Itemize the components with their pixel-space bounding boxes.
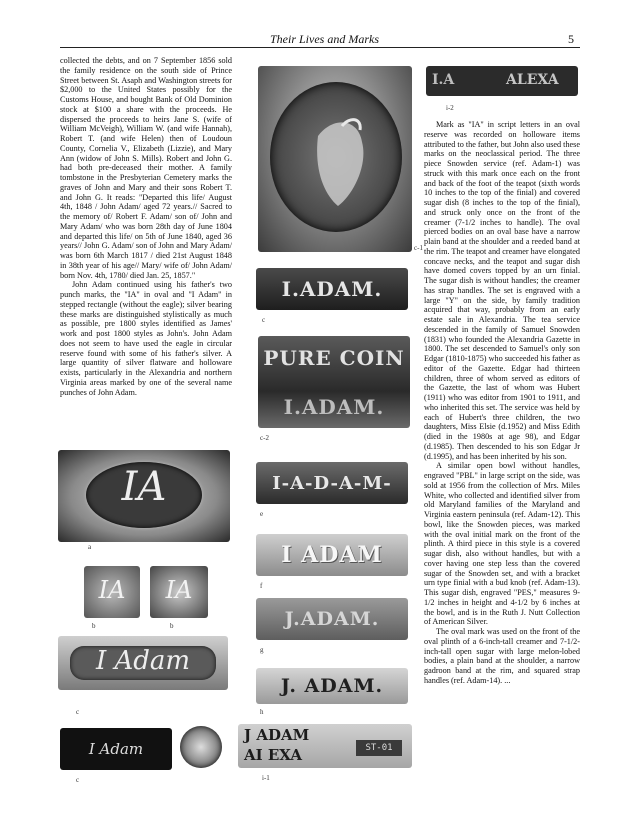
caption-h: h — [260, 708, 264, 716]
eagle-medallion-small — [180, 726, 222, 768]
caption-i-2: i-2 — [446, 104, 454, 112]
script-ia-mark: IA — [165, 576, 193, 604]
paragraph: A similar open bowl without handles, engraved "PBL" in large script on the side, was sold at 1956 from the collection of Mrs. Miles White, who collected and identified silver from old Maryland families of the Maryland and Virginia eastern peninsula (ref. Adam-12). This bowl, like the Snowden pieces, was marked with the oval initial mark on the front of the plinth. A third piece in this style is a covered sugar dish, also without handles, but with a cover having one step less than the covered sugar of the Snowden set, and with a bracket urn type finial with a bud knob (ref. Adam-13). This sugar dish, engraved "PES," measures 9-1/2 inches in height and 4-1/2 by 6 inches at the bowl, and is in the Ruth J. Nutt Collection of American Silver. — [424, 461, 580, 627]
caption-g: g — [260, 646, 264, 654]
caption-c-2: c-2 — [260, 434, 269, 442]
right-column-text — [424, 120, 580, 802]
script-ia-mark: IA — [98, 576, 126, 604]
j-adam-mark-photo — [256, 668, 408, 704]
paragraph: collected the debts, and on 7 September 1856 sold the family residence on the south side of Prince Street between St. Asaph and Washington streets for $2,000 to the United States possibly for the Customs House, and bought Bank of Old Dominion stock at $100 a share with the proceeds. He dispersed the proceeds to heirs Jane S. (wife of William McVeigh), William W. (and wife Hannah), Robert T. (and wife Helen) then of Loudoun County, Cornelia V., Elizabeth (Lizzie), and Mary Ann (widow of John S. Mills). Robert and John G. had both pre-deceased their mother. A family tombstone in the Presbyterian Cemetery marks the graves of John and Mary and their sons Robert T. and John G. It reads: "Departed this life/ August 4th, 1848 / John Adam/ aged 72 years.// Sacred to the memory of/ Robert F. Adam/ son of/ John and Mary Adam/ who was born 28th day of June 1804 and departed this life/ on 5th of June 1840, aged 36 years// John G. Adam/ son of John and Mary Adam/ was born 6th March 1817 / died 21st August 1848 in 38th year of his age// Mary/ wife of/ John Adam/ born Nov. 4th, 1780/ died Jan. 25, 1857." — [60, 56, 232, 280]
i-adam-mark-text: I.ADAM. — [281, 277, 383, 301]
script-i-adam-mark-photo — [58, 636, 228, 690]
caption-f: f — [260, 582, 263, 590]
caption-b: b — [170, 622, 174, 630]
script-i-adam-mark: I Adam — [95, 646, 191, 676]
script-ia-mark: IA — [121, 464, 167, 510]
j-adam-faded-mark-photo — [256, 598, 408, 640]
pure-coin-mark-photo — [258, 336, 410, 428]
small-script-i-adam-mark: I Adam — [88, 740, 144, 758]
caption-c: c — [262, 316, 266, 324]
j-adam-alexa-mark-photo — [238, 724, 412, 768]
left-column-text — [60, 56, 232, 418]
small-script-ia-mark-photo-1 — [84, 566, 140, 618]
i-adam-faded-mark: I.ADAM. — [283, 395, 385, 419]
j-adam-alexa-badge: ST-01 — [356, 740, 402, 756]
caption-c: c — [76, 776, 80, 784]
caption-i-1: i-1 — [262, 774, 270, 782]
page-number: 5 — [568, 32, 574, 46]
j-adam-line-2: AI EXA — [244, 746, 303, 764]
pure-coin-mark: PURE COIN — [263, 346, 405, 370]
small-script-adam-mark-photo — [60, 728, 172, 770]
caption-c-1: c-1 — [414, 244, 423, 252]
eagle-mark-photo — [258, 66, 412, 252]
i-a-alexa-mark-photo — [426, 66, 578, 96]
paragraph: The oval mark was used on the front of the oval plinth of a 6-inch-tall creamer and 7-1/2-inch-tall open sugar with large melon-lobed bodies, a plain band at the shoulder, a narrow gadroon band at the rim, and squared strap handles (ref. Adam-14). ... — [424, 627, 580, 685]
i-a-mark-text: I.A — [432, 72, 455, 88]
j-adam-mark-text: J. ADAM. — [280, 675, 384, 697]
paragraph: John Adam continued using his father's two punch marks, the "IA" in oval and "I Adam" in stepped rectangle (without the eagle); silver bearing these marks are distinguished stylistically as much as possible, pre 1800 styles identified as James' work and post 1800 styles as John's. John Adam does not seem to have used the eagle in circular reserve found with some of his father's silver. A large quantity of silver flatware and holloware exists, particularly in the Alexandria and northern Virginia areas marked by one of the several name punches of John Adam. — [60, 280, 232, 397]
caption-e: e — [260, 510, 264, 518]
running-title: Their Lives and Marks — [270, 32, 379, 46]
paragraph: Mark as "IA" in script letters in an oval reserve was recorded on holloware items attributed to the father, but John also used these marks on the neoclassical period. The three piece Snowden service (ref. Adam-1) was struck with this mark once each on the front and back of the foot of the teapot (sixth words 10 inches to the top of the finial) and covered sugar dish (8 inches to the top of the finial), and struck only once on the front of the creamer (7-1/2 inches to handle). The oval pierced bodies on an oval base have a narrow plain band at the shoulder and a reeded band at the rim. The teapot and creamer have elongated concave necks, and the teapot and sugar dish have domed covers topped by an urn finial. The sugar dish is without handles; the creamer has strap handles. The set is engraved with a large "Y" on the side, by family tradition acquired that way, probably from an early estate sale in Alexandria. The tea service descended in the family of Samuel Snowden (1831) who founded the Alexandria Gazette in 1800. The set descended to Samuel's only son Edgar (1810-1875) who succeeded his father as editor of the Gazette. Edgar had thirteen children, three of whom served as editors of the Gazette, the last of whom was Hubert (1911) who was editor from 1901 to 1911, and who inherited this set. The service was held by each of Hubert's three children, the two daughters, Miss Elsie (d.1952) and Miss Edith (died in the 1980s at age 98), and Edgar (d.1985). Then descended to his son Edgar Jr (d.1995), and has been inherited by his son. — [424, 120, 580, 461]
j-adam-faded-mark-text: J.ADAM. — [284, 608, 380, 630]
caption-b: b — [92, 622, 96, 630]
alexa-mark-text: ALEXA — [506, 72, 559, 88]
page-header — [60, 32, 580, 46]
caption-c: c — [76, 708, 80, 716]
i-adam-plain-mark-text: I ADAM — [281, 542, 383, 568]
i-adam-stepped-mark-photo — [256, 268, 408, 310]
i-adam-plain-mark-photo — [256, 534, 408, 576]
oval-script-ia-mark-photo — [58, 450, 230, 542]
caption-a: a — [88, 543, 92, 551]
small-script-ia-mark-photo-2 — [150, 566, 208, 618]
eagle-icon — [258, 66, 412, 252]
j-adam-line-1: J ADAM — [244, 726, 310, 744]
i-a-d-a-m-mark-photo — [256, 462, 408, 504]
i-a-d-a-m-mark-text: I-A-D-A-M- — [272, 472, 392, 494]
header-rule — [60, 47, 580, 48]
